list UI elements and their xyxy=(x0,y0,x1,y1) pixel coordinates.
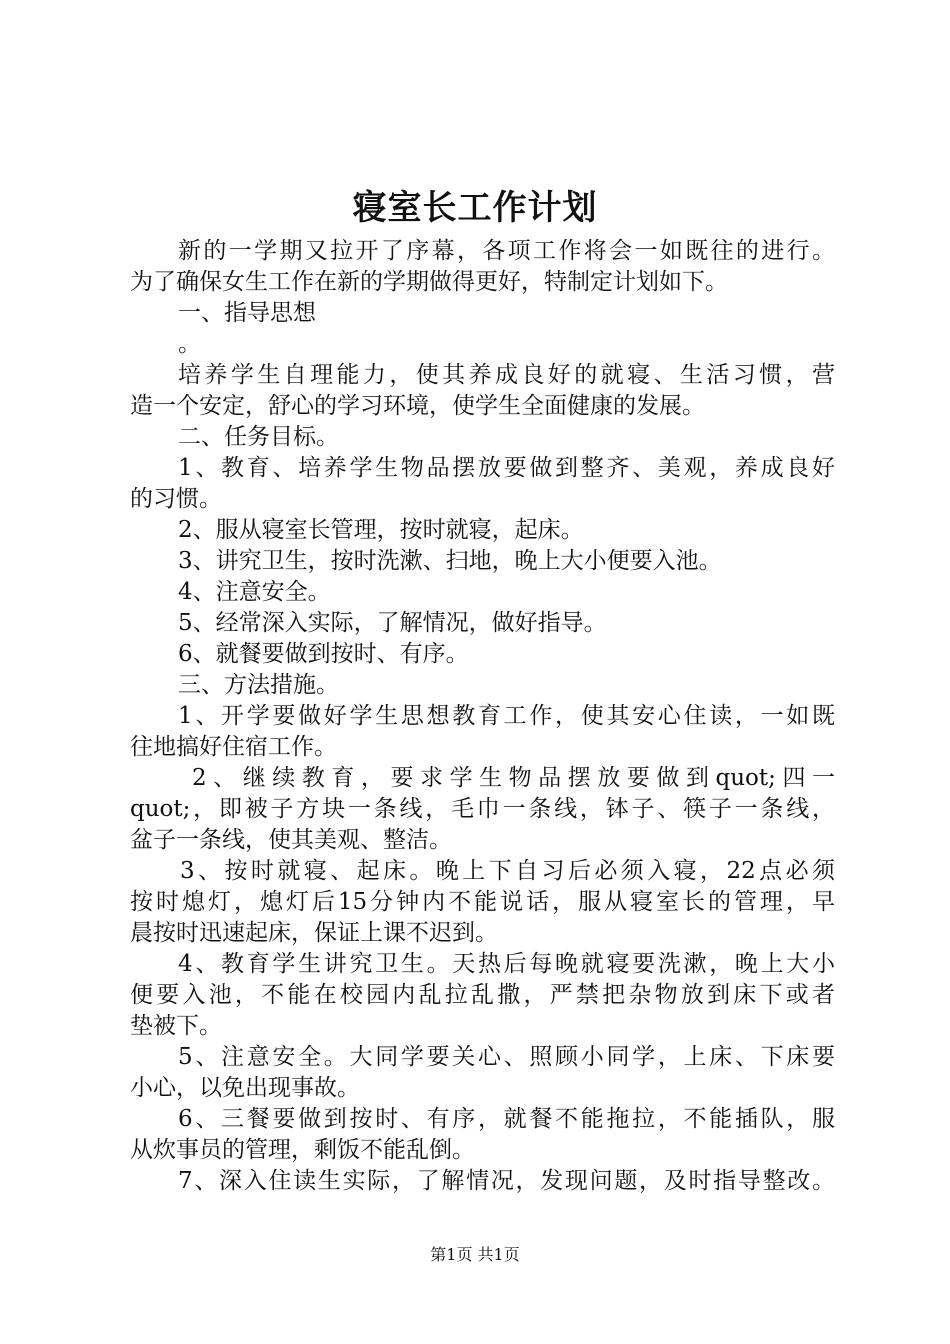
section-heading: 二、任务目标。 xyxy=(178,424,339,450)
list-item-continuation: 小心，以免出现事故。 xyxy=(130,1075,360,1101)
list-item: 3、按时就寝、起床。晚上下自习后必须入寝，22点必须 xyxy=(180,858,835,884)
list-item: 1、教育、培养学生物品摆放要做到整齐、美观，养成良好 xyxy=(178,455,835,481)
list-item: 1、开学要做好学生思想教育工作，使其安心住读，一如既 xyxy=(178,703,835,729)
list-item: 4、注意安全。 xyxy=(178,579,331,605)
paragraph-line: 为了确保女生工作在新的学期做得更好，特制定计划如下。 xyxy=(130,269,728,295)
page-number-footer: 第1页 共1页 xyxy=(430,1245,520,1264)
document-title: 寝室长工作计划 xyxy=(352,188,598,228)
list-item: 4、教育学生讲究卫生。天热后每晚就寝要洗漱，晚上大小 xyxy=(178,951,835,977)
list-item-continuation: 往地搞好住宿工作。 xyxy=(130,734,337,760)
section-heading: 三、方法措施。 xyxy=(178,672,339,698)
list-item-continuation: 的习惯。 xyxy=(130,486,222,512)
list-item: 6、就餐要做到按时、有序。 xyxy=(178,641,469,667)
list-item: 6、三餐要做到按时、有序，就餐不能拖拉，不能插队，服 xyxy=(178,1106,835,1132)
paragraph-line: 造一个安定，舒心的学习环境，使学生全面健康的发展。 xyxy=(130,393,705,419)
list-item: 7、深入住读生实际，了解情况，发现问题，及时指导整改。 xyxy=(178,1168,835,1194)
list-item-continuation: 盆子一条线，使其美观、整洁。 xyxy=(130,827,452,853)
list-item: 5、注意安全。大同学要关心、照顾小同学，上床、下床要 xyxy=(178,1044,835,1070)
list-item-continuation: 按时熄灯，熄灯后15分钟内不能说话，服从寝室长的管理，早 xyxy=(130,889,835,915)
paragraph-line: 。 xyxy=(178,331,201,357)
paragraph-line: 培养学生自理能力，使其养成良好的就寝、生活习惯，营 xyxy=(178,362,835,388)
document-body xyxy=(130,236,835,1197)
list-item-continuation: 垫被下。 xyxy=(130,1013,222,1039)
list-item-continuation: 便要入池，不能在校园内乱拉乱撒，严禁把杂物放到床下或者 xyxy=(130,982,835,1008)
list-item: 2、服从寝室长管理，按时就寝，起床。 xyxy=(178,517,584,543)
list-item: 3、讲究卫生，按时洗漱、扫地，晚上大小便要入池。 xyxy=(178,548,722,574)
list-item: 5、经常深入实际，了解情况，做好指导。 xyxy=(178,610,607,636)
paragraph-line: 新的一学期又拉开了序幕，各项工作将会一如既往的进行。 xyxy=(178,238,835,264)
list-item-continuation: 从炊事员的管理，剩饭不能乱倒。 xyxy=(130,1137,475,1163)
list-item-continuation: quot;，即被子方块一条线，毛巾一条线，钵子、筷子一条线， xyxy=(130,796,835,822)
list-item-continuation: 晨按时迅速起床，保证上课不迟到。 xyxy=(130,920,498,946)
section-heading: 一、指导思想 xyxy=(178,300,316,326)
list-item: 2、继续教育，要求学生物品摆放要做到quot;四一 xyxy=(192,765,835,791)
